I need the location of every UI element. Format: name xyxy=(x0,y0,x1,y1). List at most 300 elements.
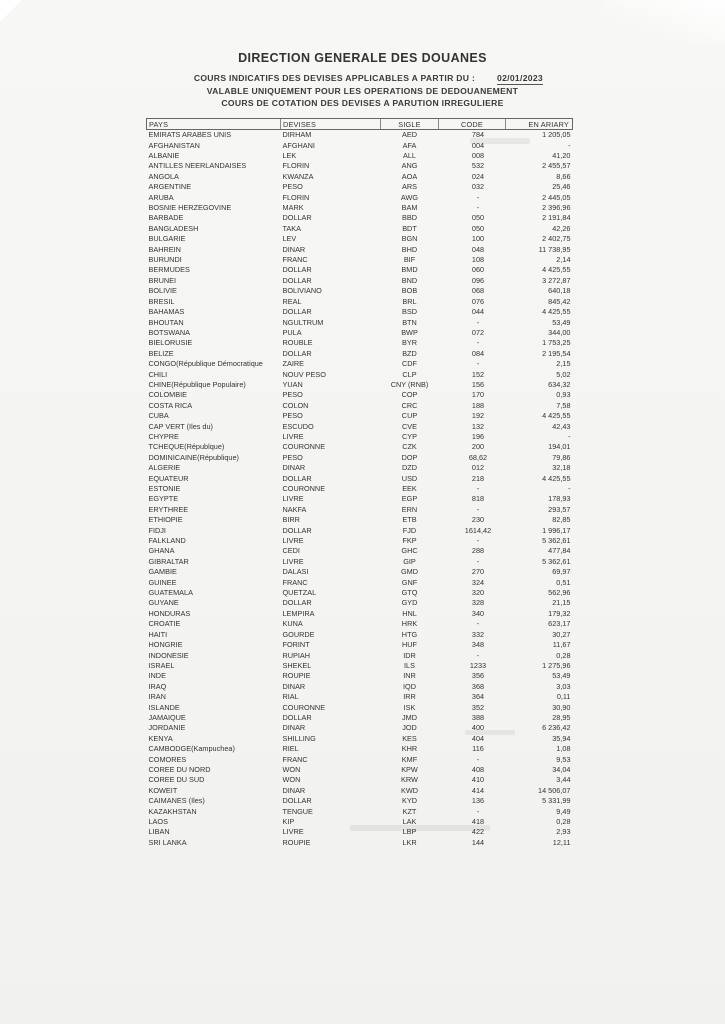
country-cell: CHILI xyxy=(148,369,168,379)
currency-cell: REAL xyxy=(282,296,302,306)
symbol-cell: INR xyxy=(403,671,416,681)
rate-ariary-cell: 2,14 xyxy=(556,255,571,265)
code-cell: 356 xyxy=(471,671,485,681)
rate-ariary-cell: 11 738,95 xyxy=(538,244,571,254)
rate-ariary-cell: 30,27 xyxy=(552,629,571,639)
code-cell: 414 xyxy=(471,785,485,795)
rate-ariary-cell: 3,03 xyxy=(556,681,571,691)
symbol-cell: BGN xyxy=(401,234,418,244)
symbol-cell: KPW xyxy=(401,764,418,774)
rate-ariary-cell: 1 205,05 xyxy=(542,130,571,140)
code-cell: 400 xyxy=(471,723,485,733)
symbol-cell: BND xyxy=(401,275,418,285)
currency-cell: ESCUDO xyxy=(282,421,314,431)
code-cell: 044 xyxy=(471,307,485,317)
table-row xyxy=(147,796,573,806)
code-cell: 050 xyxy=(471,223,485,233)
rate-ariary-cell: 4 425,55 xyxy=(542,411,571,421)
code-cell: - xyxy=(476,359,480,369)
table-row xyxy=(147,484,573,494)
currency-cell: FLORIN xyxy=(282,192,310,202)
table-row xyxy=(147,515,573,525)
code-cell: 152 xyxy=(471,369,485,379)
subtitle-irregular-rates: COURS DE COTATION DES DEVISES A PARUTION IRREGULIERE xyxy=(221,98,504,108)
country-cell: ALBANIE xyxy=(148,151,180,161)
symbol-cell: BDT xyxy=(402,223,417,233)
currency-cell: NOUV PESO xyxy=(282,369,326,379)
rate-ariary-cell: 79,86 xyxy=(552,452,571,462)
country-cell: IRAQ xyxy=(148,681,167,691)
table-row xyxy=(147,421,573,431)
country-cell: DOMINICAINE(République) xyxy=(148,452,239,462)
symbol-cell: KHR xyxy=(401,744,418,754)
rate-ariary-cell: 293,57 xyxy=(548,504,571,514)
country-cell: CROATIE xyxy=(148,619,181,629)
country-cell: CAMBODGE(Kampuchea) xyxy=(148,744,235,754)
rate-ariary-cell: 9,53 xyxy=(556,754,571,764)
code-cell: 368 xyxy=(471,681,485,691)
country-cell: BHOUTAN xyxy=(148,317,184,327)
code-cell: 144 xyxy=(471,837,485,847)
country-cell: INDE xyxy=(148,671,166,681)
country-cell: BANGLADESH xyxy=(148,223,199,233)
country-cell: BOLIVIE xyxy=(148,286,177,296)
country-cell: EQUATEUR xyxy=(148,473,189,483)
currency-cell: ZAIRE xyxy=(282,359,304,369)
symbol-cell: AED xyxy=(401,130,417,140)
currency-cell: COURONNE xyxy=(282,702,326,712)
rate-ariary-cell: 2 455,57 xyxy=(542,161,571,171)
table-row xyxy=(147,577,573,587)
table-row xyxy=(147,442,573,452)
country-cell: SRI LANKA xyxy=(148,837,187,847)
symbol-cell: IRR xyxy=(403,692,416,702)
currency-cell: DOLLAR xyxy=(282,796,312,806)
code-cell: 024 xyxy=(471,171,485,181)
code-cell: - xyxy=(476,203,480,213)
code-cell: 418 xyxy=(471,817,485,827)
country-cell: BRESIL xyxy=(148,296,175,306)
country-cell: ARGENTINE xyxy=(148,182,192,192)
country-cell: ESTONIE xyxy=(148,484,181,494)
rate-ariary-cell: 14 506,07 xyxy=(538,785,571,795)
code-cell: 096 xyxy=(471,275,485,285)
symbol-cell: BMD xyxy=(401,265,418,275)
column-header-en-ariary: EN ARIARY xyxy=(506,119,573,130)
rate-ariary-cell: 0,28 xyxy=(556,650,571,660)
code-cell: 364 xyxy=(471,692,485,702)
code-cell: 1614,42 xyxy=(464,525,492,535)
page-glare xyxy=(605,0,725,45)
symbol-cell: BOB xyxy=(401,286,418,296)
symbol-cell: CYP xyxy=(401,431,417,441)
table-row xyxy=(147,234,573,244)
symbol-cell: BWP xyxy=(401,327,418,337)
symbol-cell: BRL xyxy=(402,296,417,306)
table-row xyxy=(147,567,573,577)
country-cell: BARBADE xyxy=(148,213,184,223)
country-cell: KENYA xyxy=(148,733,173,743)
symbol-cell: COP xyxy=(401,390,418,400)
symbol-cell: ISK xyxy=(403,702,416,712)
symbol-cell: BAM xyxy=(401,203,418,213)
rate-ariary-cell: 42,26 xyxy=(552,223,571,233)
symbol-cell: CZK xyxy=(402,442,417,452)
currency-cell: BOLIVIANO xyxy=(282,286,322,296)
currency-cell: DOLLAR xyxy=(282,213,312,223)
currency-cell: SHEKEL xyxy=(282,660,312,670)
code-cell: 170 xyxy=(471,390,485,400)
table-row xyxy=(147,328,573,338)
code-cell: 004 xyxy=(471,140,485,150)
country-cell: TCHEQUE(Républque) xyxy=(148,442,225,452)
table-row xyxy=(147,224,573,234)
symbol-cell: LKR xyxy=(402,837,417,847)
currency-cell: LEV xyxy=(282,234,297,244)
symbol-cell: BSD xyxy=(401,307,417,317)
rate-ariary-cell: 845,42 xyxy=(548,296,571,306)
symbol-cell: KWD xyxy=(400,785,419,795)
code-cell: 084 xyxy=(471,348,485,358)
country-cell: FIDJI xyxy=(148,525,166,535)
table-row xyxy=(147,609,573,619)
currency-cell: COLON xyxy=(282,400,309,410)
rate-ariary-cell: 53,49 xyxy=(552,671,571,681)
currency-cell: WON xyxy=(282,775,301,785)
table-row xyxy=(147,650,573,660)
code-cell: 196 xyxy=(471,431,485,441)
currency-cell: COURONNE xyxy=(282,484,326,494)
symbol-cell: HUF xyxy=(402,640,417,650)
country-cell: COLOMBIE xyxy=(148,390,188,400)
country-cell: GUINEE xyxy=(148,577,177,587)
code-cell: 320 xyxy=(471,588,485,598)
code-cell: 348 xyxy=(471,640,485,650)
currency-cell: ROUPIE xyxy=(282,837,311,847)
code-cell: 218 xyxy=(471,473,485,483)
country-cell: AFGHANISTAN xyxy=(148,140,200,150)
code-cell: - xyxy=(476,650,480,660)
currency-cell: NAKFA xyxy=(282,504,307,514)
currency-cell: FLORIN xyxy=(282,161,310,171)
rate-ariary-cell: 562,96 xyxy=(548,588,571,598)
rate-ariary-cell: 8,66 xyxy=(556,171,571,181)
table-row xyxy=(147,203,573,213)
symbol-cell: CVE xyxy=(401,421,417,431)
currency-cell: FRANC xyxy=(282,754,308,764)
symbol-cell: KYD xyxy=(401,796,417,806)
code-cell: 270 xyxy=(471,567,485,577)
rate-ariary-cell: 2,15 xyxy=(556,359,571,369)
rate-ariary-cell: 28,95 xyxy=(552,712,571,722)
currency-cell: LIVRE xyxy=(282,556,304,566)
table-row xyxy=(147,806,573,816)
rate-ariary-cell: 2 195,54 xyxy=(542,348,571,358)
currency-cell: LIVRE xyxy=(282,494,304,504)
currency-cell: DOLLAR xyxy=(282,473,312,483)
currency-cell: RUPIAH xyxy=(282,650,311,660)
rate-ariary-cell: 9,49 xyxy=(556,806,571,816)
currency-cell: GOURDE xyxy=(282,629,315,639)
currency-cell: FORINT xyxy=(282,640,310,650)
currency-cell: TAKA xyxy=(282,223,302,233)
symbol-cell: HRK xyxy=(401,619,418,629)
subtitle-customs-scope: VALABLE UNIQUEMENT POUR LES OPERATIONS DE DEDOUANEMENT xyxy=(206,86,519,96)
country-cell: JORDANIE xyxy=(148,723,186,733)
country-cell: BELIZE xyxy=(148,348,174,358)
currency-cell: DINAR xyxy=(282,244,306,254)
currency-cell: PESO xyxy=(282,390,303,400)
code-cell: 340 xyxy=(471,608,485,618)
symbol-cell: IQD xyxy=(403,681,416,691)
code-cell: 108 xyxy=(471,255,485,265)
table-row xyxy=(147,401,573,411)
rate-ariary-cell: 25,46 xyxy=(552,182,571,192)
code-cell: 192 xyxy=(471,411,485,421)
table-row xyxy=(147,255,573,265)
currency-cell: ROUPIE xyxy=(282,671,311,681)
code-cell: - xyxy=(476,484,480,494)
currency-cell: PESO xyxy=(282,452,303,462)
country-cell: EGYPTE xyxy=(148,494,179,504)
country-cell: GUYANE xyxy=(148,598,179,608)
table-row xyxy=(147,380,573,390)
rate-ariary-cell: 5 362,61 xyxy=(542,536,571,546)
table-row xyxy=(147,546,573,556)
currency-cell: ROUBLE xyxy=(282,338,313,348)
rate-ariary-cell: 3,44 xyxy=(556,775,571,785)
table-row xyxy=(147,463,573,473)
rate-ariary-cell: 5 331,99 xyxy=(542,796,571,806)
table-row xyxy=(147,172,573,182)
symbol-cell: ERN xyxy=(401,504,418,514)
symbol-cell: ARS xyxy=(401,182,417,192)
rate-ariary-cell: 41,20 xyxy=(552,151,571,161)
currency-cell: DOLLAR xyxy=(282,348,312,358)
currency-cell: KUNA xyxy=(282,619,303,629)
currency-cell: BIRR xyxy=(282,515,300,525)
rate-ariary-cell: 640,18 xyxy=(548,286,571,296)
currency-cell: MARK xyxy=(282,203,304,213)
table-row xyxy=(147,390,573,400)
rate-ariary-cell: 4 425,55 xyxy=(542,307,571,317)
country-cell: JAMAIQUE xyxy=(148,712,186,722)
rate-ariary-cell: 2 396,96 xyxy=(542,203,571,213)
country-cell: ETHIOPIE xyxy=(148,515,183,525)
symbol-cell: GIP xyxy=(403,556,416,566)
currency-cell: COURONNE xyxy=(282,442,326,452)
code-cell: 410 xyxy=(471,775,485,785)
rate-ariary-cell: 5,02 xyxy=(556,369,571,379)
code-cell: 188 xyxy=(471,400,485,410)
currency-cell: DIRHAM xyxy=(282,130,312,140)
symbol-cell: IDR xyxy=(403,650,416,660)
currency-cell: DOLLAR xyxy=(282,525,312,535)
currency-cell: DALASI xyxy=(282,567,309,577)
symbol-cell: LAK xyxy=(402,817,417,827)
rate-ariary-cell: 2,93 xyxy=(556,827,571,837)
code-cell: - xyxy=(476,504,480,514)
country-cell: ARUBA xyxy=(148,192,174,202)
country-cell: ISRAEL xyxy=(148,660,175,670)
symbol-cell: KES xyxy=(402,733,417,743)
rate-ariary-cell: 2 402,75 xyxy=(542,234,571,244)
currency-cell: KIP xyxy=(282,817,295,827)
symbol-cell: CDF xyxy=(402,359,417,369)
table-row xyxy=(147,817,573,827)
code-cell: 404 xyxy=(471,733,485,743)
country-cell: BOTSWANA xyxy=(148,327,190,337)
table-row xyxy=(147,671,573,681)
code-cell: 116 xyxy=(472,744,484,754)
code-cell: 072 xyxy=(471,327,485,337)
code-cell: - xyxy=(476,317,480,327)
table-row xyxy=(147,682,573,692)
country-cell: KAZAKHSTAN xyxy=(148,806,197,816)
symbol-cell: GYD xyxy=(401,598,418,608)
rate-ariary-cell: 7,58 xyxy=(556,400,571,410)
folded-corner xyxy=(0,0,22,22)
column-header-pays: PAYS xyxy=(147,119,281,130)
currency-cell: PESO xyxy=(282,182,303,192)
code-cell: 230 xyxy=(471,515,485,525)
country-cell: LAOS xyxy=(148,817,168,827)
rate-ariary-cell: 53,49 xyxy=(552,317,571,327)
currency-cell: LIVRE xyxy=(282,431,304,441)
column-header-code: CODE xyxy=(439,119,506,130)
table-row xyxy=(147,588,573,598)
currency-cell: SHILLING xyxy=(282,733,316,743)
table-row xyxy=(147,307,573,317)
country-cell: CONGO(République Démocratique xyxy=(148,359,263,369)
symbol-cell: ILS xyxy=(404,660,415,670)
rate-ariary-cell: 194,01 xyxy=(548,442,571,452)
table-row xyxy=(147,244,573,254)
table-row xyxy=(147,775,573,785)
code-cell: 032 xyxy=(471,182,485,192)
symbol-cell: BTN xyxy=(402,317,417,327)
symbol-cell: GHC xyxy=(401,546,418,556)
table-row xyxy=(147,349,573,359)
rate-ariary-cell: 2 191,84 xyxy=(542,213,571,223)
code-cell: 136 xyxy=(471,796,485,806)
country-cell: LIBAN xyxy=(148,827,170,837)
symbol-cell: EEK xyxy=(402,484,417,494)
table-header-row xyxy=(147,119,573,130)
rate-ariary-cell: 0,51 xyxy=(556,577,571,587)
country-cell: CAP VERT (Iles du) xyxy=(148,421,213,431)
rate-ariary-cell: - xyxy=(568,431,571,441)
table-row xyxy=(147,286,573,296)
symbol-cell: HTG xyxy=(401,629,418,639)
symbol-cell: BYR xyxy=(401,338,417,348)
table-row xyxy=(147,317,573,327)
country-cell: CHINE(République Populaire) xyxy=(148,379,246,389)
symbol-cell: ETB xyxy=(402,515,417,525)
symbol-cell: KZT xyxy=(402,806,417,816)
currency-cell: CEDI xyxy=(282,546,300,556)
symbol-cell: AFA xyxy=(402,140,417,150)
table-row xyxy=(147,182,573,192)
column-header-devises: DEVISES xyxy=(281,119,381,130)
country-cell: ANGOLA xyxy=(148,171,179,181)
code-cell: 332 xyxy=(471,629,485,639)
document-title: DIRECTION GENERALE DES DOUANES xyxy=(238,51,487,65)
table-row xyxy=(147,734,573,744)
code-cell: 422 xyxy=(471,827,485,837)
table-row xyxy=(147,723,573,733)
code-cell: - xyxy=(476,556,480,566)
code-cell: 100 xyxy=(471,234,485,244)
table-row xyxy=(147,557,573,567)
symbol-cell: BHD xyxy=(401,244,418,254)
rate-ariary-cell: 6 236,42 xyxy=(542,723,571,733)
currency-cell: DOLLAR xyxy=(282,275,312,285)
country-cell: KOWEIT xyxy=(148,785,178,795)
code-cell: 200 xyxy=(471,442,485,452)
table-row xyxy=(147,473,573,483)
country-cell: HONGRIE xyxy=(148,640,183,650)
country-cell: CUBA xyxy=(148,411,169,421)
country-cell: HAITI xyxy=(148,629,168,639)
code-cell: - xyxy=(476,754,480,764)
column-header-sigle: SIGLE xyxy=(381,119,439,130)
rate-ariary-cell: 4 425,55 xyxy=(542,265,571,275)
rate-ariary-cell: 0,28 xyxy=(556,817,571,827)
code-cell: 408 xyxy=(471,764,485,774)
symbol-cell: KRW xyxy=(401,775,418,785)
country-cell: COREE DU SUD xyxy=(148,775,205,785)
rate-ariary-cell: 82,85 xyxy=(552,515,571,525)
table-row xyxy=(147,661,573,671)
table-row xyxy=(147,432,573,442)
country-cell: BIELORUSIE xyxy=(148,338,193,348)
currency-cell: KWANZA xyxy=(282,171,314,181)
table-row xyxy=(147,151,573,161)
table-row xyxy=(147,536,573,546)
symbol-cell: LBP xyxy=(402,827,417,837)
currency-cell: PESO xyxy=(282,411,303,421)
country-cell: BAHAMAS xyxy=(148,307,185,317)
code-cell: 048 xyxy=(471,244,485,254)
rate-ariary-cell: - xyxy=(568,484,571,494)
table-body xyxy=(147,130,573,849)
code-cell: - xyxy=(476,619,480,629)
symbol-cell: GMD xyxy=(400,567,419,577)
symbol-cell: JOD xyxy=(402,723,417,733)
table-row xyxy=(147,276,573,286)
currency-cell: LEK xyxy=(282,151,297,161)
rate-ariary-cell: 634,32 xyxy=(548,379,571,389)
currency-cell: AFGHANI xyxy=(282,140,315,150)
country-cell: GAMBIE xyxy=(148,567,177,577)
country-cell: BERMUDES xyxy=(148,265,190,275)
table-row xyxy=(147,369,573,379)
code-cell: 324 xyxy=(471,577,485,587)
code-cell: 818 xyxy=(471,494,485,504)
currency-cell: QUETZAL xyxy=(282,588,317,598)
rate-ariary-cell: 34,04 xyxy=(552,764,571,774)
symbol-cell: AOA xyxy=(401,171,418,181)
table-row xyxy=(147,827,573,837)
symbol-cell: GTQ xyxy=(401,588,418,598)
symbol-cell: CRC xyxy=(401,400,418,410)
country-cell: HONDURAS xyxy=(148,608,191,618)
code-cell: 288 xyxy=(471,546,485,556)
table-row xyxy=(147,359,573,369)
currency-cell: DOLLAR xyxy=(282,598,312,608)
code-cell: 1233 xyxy=(469,660,487,670)
